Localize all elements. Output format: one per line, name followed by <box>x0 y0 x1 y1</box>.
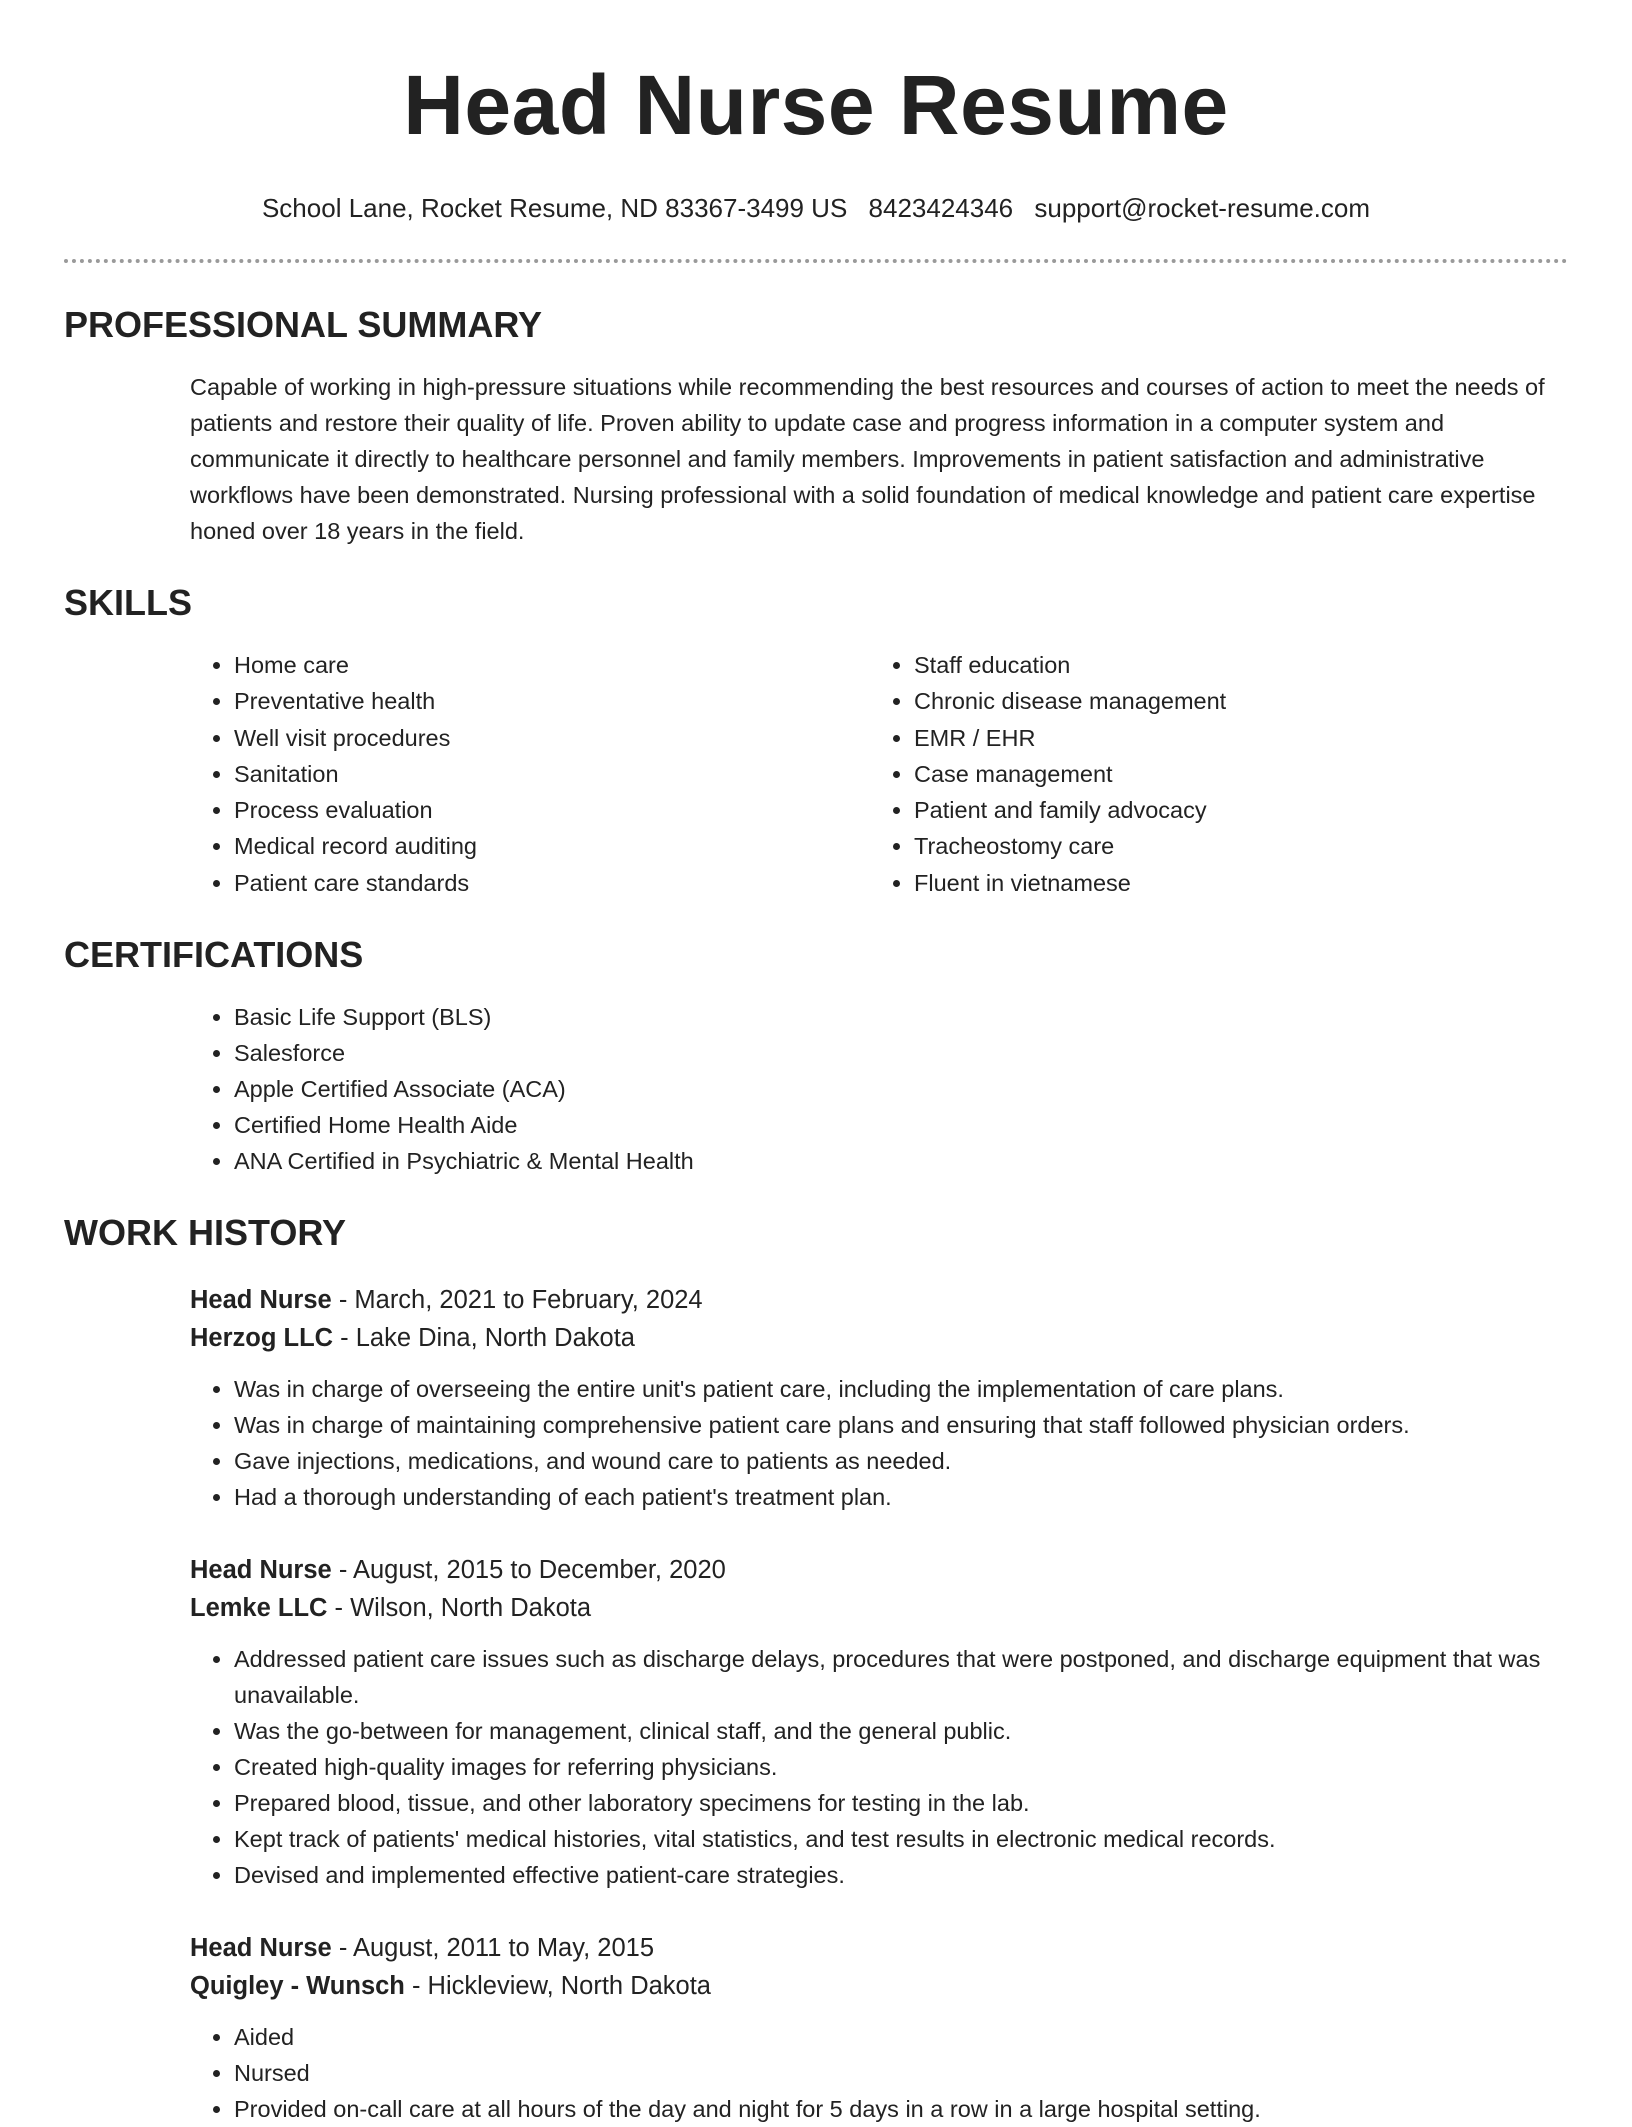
job-company-line <box>190 1319 1568 1357</box>
skill-item: • Sanitation <box>234 756 870 792</box>
skill-item: • Medical record auditing <box>234 828 870 864</box>
job-role: Head Nurse <box>190 1556 332 1585</box>
job-bullet: • Provided on-call care at all hours of the day and night for 5 days in a row in a large hospital setting. <box>234 2091 1568 2127</box>
job-company-line <box>190 1589 1568 1627</box>
job-company-line <box>190 1967 1568 2005</box>
skill-item: • Tracheostomy care <box>914 828 1550 864</box>
phone: 8423424346 <box>868 193 1014 223</box>
job-dates: - March, 2021 to February, 2024 <box>331 1286 703 1315</box>
address: School Lane, Rocket Resume, ND 83367-3499 US <box>261 193 848 223</box>
skill-item: • Case management <box>914 756 1550 792</box>
job-bullets <box>190 2019 1568 2127</box>
summary-text: Capable of working in high-pressure situations while recommending the best resources and courses of action to meet the needs of patients and restore their quality of life. Proven ability to update case and progress information in a computer system and communicate it directly to healthcare personnel and family members. Improvements in patient satisfaction and administrative workflows have been demonstrated. Nursing professional with a solid foundation of medical knowledge and patient care expertise honed over 18 years in the field. <box>190 374 1545 544</box>
job-bullet: • Devised and implemented effective patient-care strategies. <box>234 1857 1568 1893</box>
skill-item: • Patient care standards <box>234 865 870 901</box>
skill-item: • EMR / EHR <box>914 720 1550 756</box>
skill-item: • Preventative health <box>234 683 870 719</box>
job-bullet: • Nursed <box>234 2055 1568 2091</box>
skill-item: • Staff education <box>914 647 1550 683</box>
job-location: - Lake Dina, North Dakota <box>333 1324 635 1353</box>
job-dates: - August, 2011 to May, 2015 <box>331 1934 654 1963</box>
email: support@rocket-resume.com <box>1034 193 1371 223</box>
skills-column-left <box>190 647 870 901</box>
job-role: Head Nurse <box>190 1934 332 1963</box>
job-location: - Wilson, North Dakota <box>327 1594 592 1623</box>
certification-item: • Salesforce <box>234 1035 1568 1071</box>
certification-item: • Basic Life Support (BLS) <box>234 999 1568 1035</box>
skills-list <box>190 647 1568 901</box>
job-bullet: • Aided <box>234 2019 1568 2055</box>
job-location: - Hickleview, North Dakota <box>404 1972 711 2001</box>
skill-item: • Chronic disease management <box>914 683 1550 719</box>
job-entry <box>190 1281 1568 1515</box>
summary-heading: PROFESSIONAL SUMMARY <box>64 304 543 345</box>
contact-line <box>64 191 1568 225</box>
job-bullet: • Addressed patient care issues such as discharge delays, procedures that were postponed, and discharge equipment that was unavailable. <box>234 1641 1568 1713</box>
skills-heading: SKILLS <box>64 582 193 623</box>
job-role-line <box>190 1551 1568 1589</box>
job-bullet: • Had a thorough understanding of each patient's treatment plan. <box>234 1479 1568 1515</box>
skill-item: • Well visit procedures <box>234 720 870 756</box>
job-role-line <box>190 1929 1568 1967</box>
work-history-heading: WORK HISTORY <box>64 1212 347 1254</box>
job-bullet: • Prepared blood, tissue, and other laboratory specimens for testing in the lab. <box>234 1785 1568 1821</box>
job-dates: - August, 2015 to December, 2020 <box>331 1556 726 1585</box>
job-bullet: • Kept track of patients' medical histories, vital statistics, and test results in electronic medical records. <box>234 1821 1568 1857</box>
skill-item: • Patient and family advocacy <box>914 792 1550 828</box>
skill-item: • Home care <box>234 647 870 683</box>
header-divider <box>64 259 1568 263</box>
skills-column-right <box>870 647 1550 901</box>
job-bullets <box>190 1371 1568 1515</box>
skill-item: • Fluent in vietnamese <box>914 865 1550 901</box>
job-entry <box>190 1551 1568 1893</box>
certification-item: • Apple Certified Associate (ACA) <box>234 1071 1568 1107</box>
job-company: Quigley - Wunsch <box>190 1972 405 2001</box>
resume-title: Head Nurse Resume <box>403 58 1229 152</box>
job-entry <box>190 1929 1568 2127</box>
certifications-list <box>190 999 1568 1179</box>
job-bullet: • Was the go-between for management, clinical staff, and the general public. <box>234 1713 1568 1749</box>
job-bullet: • Was in charge of overseeing the entire unit's patient care, including the implementation of care plans. <box>234 1371 1568 1407</box>
job-bullets <box>190 1641 1568 1893</box>
job-bullet: • Was in charge of maintaining comprehensive patient care plans and ensuring that staff followed physician orders. <box>234 1407 1568 1443</box>
job-role-line <box>190 1281 1568 1319</box>
certification-item: • ANA Certified in Psychiatric & Mental Health <box>234 1143 1568 1179</box>
skill-item: • Process evaluation <box>234 792 870 828</box>
job-bullet: • Created high-quality images for referring physicians. <box>234 1749 1568 1785</box>
certifications-heading: CERTIFICATIONS <box>64 934 364 976</box>
job-role: Head Nurse <box>190 1286 332 1315</box>
job-bullet: • Gave injections, medications, and wound care to patients as needed. <box>234 1443 1568 1479</box>
certification-item: • Certified Home Health Aide <box>234 1107 1568 1143</box>
job-company: Herzog LLC <box>190 1324 334 1353</box>
job-company: Lemke LLC <box>190 1594 328 1623</box>
